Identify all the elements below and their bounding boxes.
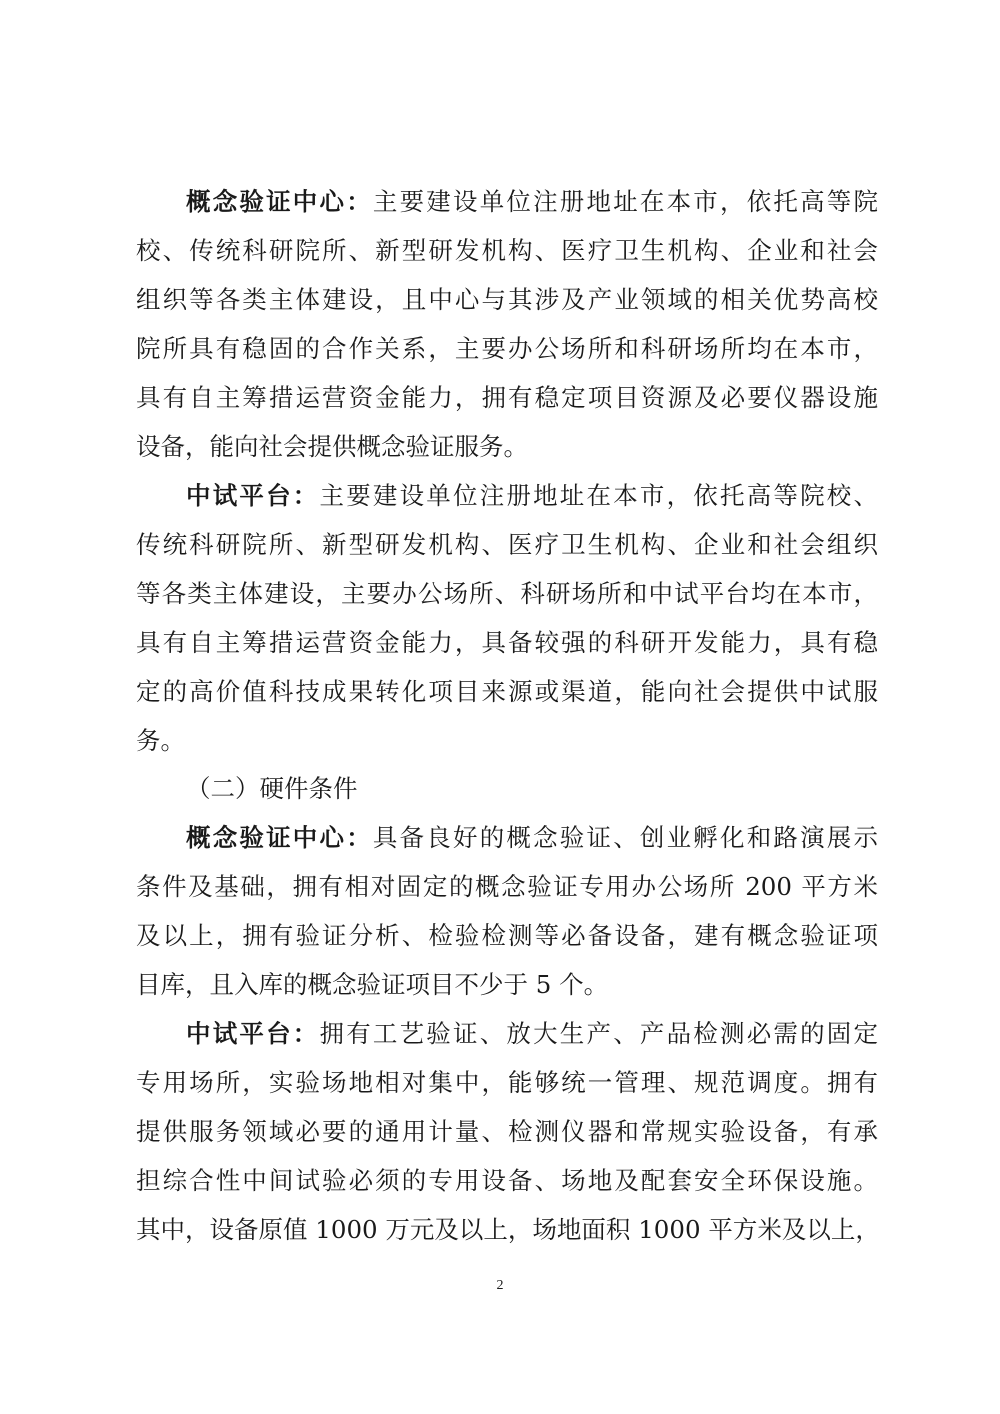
page-number: 2 xyxy=(496,1278,504,1293)
paragraph-text: 主要建设单位注册地址在本市，依托高等院校、 xyxy=(319,481,878,510)
paragraph-text: 拥有工艺验证、放大生产、产品检测必需的固定 xyxy=(319,1019,878,1048)
paragraph-line: 目库，且入库的概念验证项目不少于 5 个。 xyxy=(136,970,609,999)
paragraph-line xyxy=(186,1014,878,1054)
paragraph-line: 及以上，拥有验证分析、检验检测等必备设备，建有概念验证项 xyxy=(136,921,878,950)
paragraph-line xyxy=(186,182,878,222)
paragraph-line: 其中，设备原值 1000 万元及以上，场地面积 1000 平方米及以上， xyxy=(136,1215,880,1244)
paragraph-lead: 概念验证中心： xyxy=(186,187,373,216)
paragraph-line: 务。 xyxy=(136,726,185,755)
paragraph-line: 担综合性中间试验必须的专用设备、场地及配套安全环保设施。 xyxy=(136,1166,878,1195)
paragraph-line: 等各类主体建设，主要办公场所、科研场所和中试平台均在本市， xyxy=(136,579,878,608)
paragraph-lead: 概念验证中心： xyxy=(186,823,373,852)
paragraph-line xyxy=(186,476,878,516)
paragraph-lead: 中试平台： xyxy=(186,1019,320,1048)
paragraph-text: 具备良好的概念验证、创业孵化和路演展示 xyxy=(372,823,879,852)
paragraph-line: 具有自主筹措运营资金能力，具备较强的科研开发能力，具有稳 xyxy=(136,628,878,657)
paragraph-line xyxy=(186,818,878,858)
paragraph-text: 主要建设单位注册地址在本市，依托高等院 xyxy=(372,187,879,216)
paragraph-line: 传统科研院所、新型研发机构、医疗卫生机构、企业和社会组织 xyxy=(136,530,878,559)
section-heading: （二）硬件条件 xyxy=(186,774,358,803)
paragraph-line: 院所具有稳固的合作关系，主要办公场所和科研场所均在本市， xyxy=(136,334,878,363)
paragraph-lead: 中试平台： xyxy=(186,481,320,510)
paragraph-line: 条件及基础，拥有相对固定的概念验证专用办公场所 200 平方米 xyxy=(136,872,878,901)
paragraph-line: 提供服务领域必要的通用计量、检测仪器和常规实验设备，有承 xyxy=(136,1117,878,1146)
paragraph-line: 校、传统科研院所、新型研发机构、医疗卫生机构、企业和社会 xyxy=(136,236,878,265)
paragraph-line: 专用场所，实验场地相对集中，能够统一管理、规范调度。拥有 xyxy=(136,1068,878,1097)
paragraph-line: 具有自主筹措运营资金能力，拥有稳定项目资源及必要仪器设施 xyxy=(136,383,878,412)
paragraph-line: 定的高价值科技成果转化项目来源或渠道，能向社会提供中试服 xyxy=(136,677,878,706)
paragraph-line: 设备，能向社会提供概念验证服务。 xyxy=(136,432,528,461)
paragraph-line: 组织等各类主体建设，且中心与其涉及产业领域的相关优势高校 xyxy=(136,285,878,314)
